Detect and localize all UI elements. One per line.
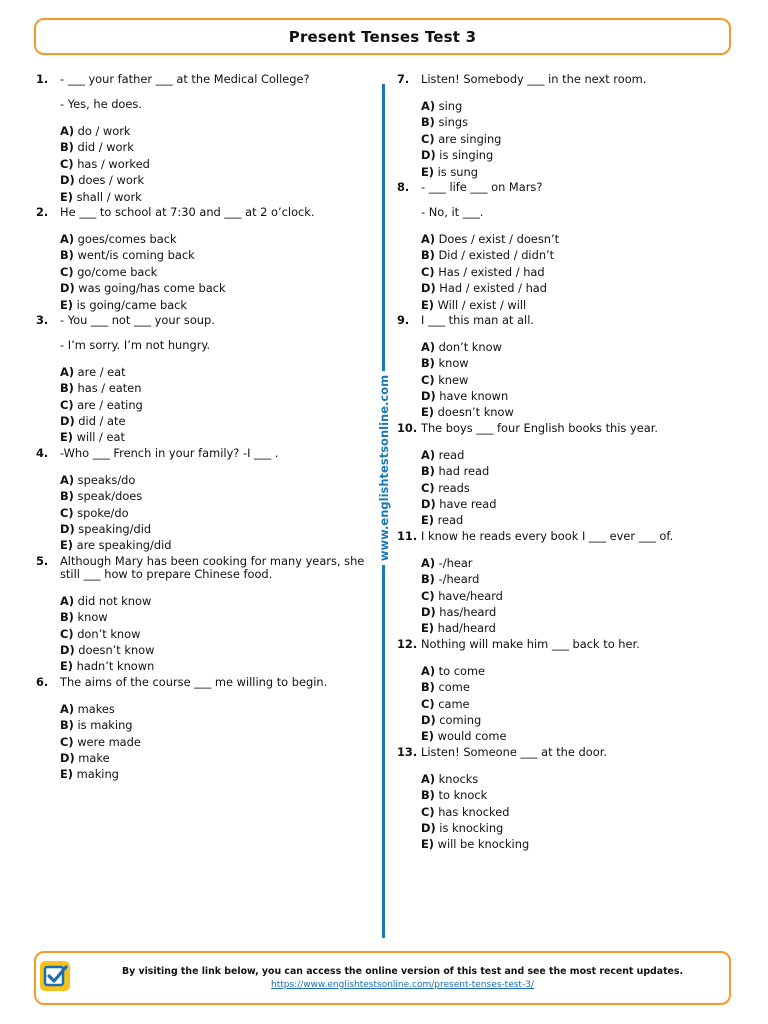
question-prompt: -Who ___ French in your family? -I ___ . <box>60 445 279 460</box>
answer-options <box>421 663 737 745</box>
answer-option <box>60 231 376 247</box>
option-letter: D) <box>60 642 75 657</box>
option-letter: B) <box>421 788 435 803</box>
option-text: -/heard <box>438 572 480 587</box>
answer-option <box>60 750 376 766</box>
option-text: is making <box>77 718 133 733</box>
website-watermark: www.englishtestsonline.com <box>377 371 391 565</box>
answer-option <box>421 771 737 787</box>
answer-option <box>421 696 737 712</box>
option-letter: E) <box>60 538 73 553</box>
option-letter: E) <box>421 513 434 528</box>
option-letter: E) <box>421 297 434 312</box>
option-text: did / ate <box>78 414 126 429</box>
answer-option <box>60 380 376 396</box>
question <box>397 314 737 421</box>
option-letter: A) <box>60 701 75 716</box>
option-letter: A) <box>60 231 75 246</box>
option-letter: B) <box>60 140 74 155</box>
option-text: speaks/do <box>77 472 136 487</box>
option-text: did / work <box>77 140 134 155</box>
option-text: know <box>438 356 469 371</box>
option-text: will be knocking <box>437 837 530 852</box>
answer-option <box>60 189 376 205</box>
answer-option <box>421 447 737 463</box>
question-prompt: Although Mary has been cooking for many years, she still ___ how to prepare Chinese food. <box>60 553 365 581</box>
answer-option <box>421 231 737 247</box>
option-letter: D) <box>421 604 436 619</box>
answer-option <box>421 712 737 728</box>
option-text: were made <box>77 734 141 749</box>
question-header <box>36 555 376 581</box>
answer-option <box>60 505 376 521</box>
answer-option <box>421 264 737 280</box>
question-number: 1. <box>36 72 49 86</box>
answer-option <box>60 488 376 504</box>
question-text <box>60 676 376 689</box>
question-header <box>397 530 737 543</box>
option-letter: C) <box>421 372 435 387</box>
question-number: 4. <box>36 445 49 460</box>
option-text: was going/has come back <box>78 281 226 296</box>
answer-options <box>421 339 737 421</box>
option-text: don’t know <box>77 626 141 641</box>
option-letter: D) <box>421 148 436 163</box>
question <box>36 314 376 446</box>
option-text: do / work <box>77 124 131 138</box>
question-text <box>60 314 376 352</box>
answer-option <box>60 364 376 380</box>
answer-option <box>60 766 376 782</box>
option-text: to knock <box>438 788 488 803</box>
option-letter: B) <box>60 248 74 263</box>
answer-option <box>421 463 737 479</box>
answer-option <box>421 372 737 388</box>
answer-option <box>60 156 376 172</box>
question <box>397 638 737 745</box>
option-letter: E) <box>421 837 434 852</box>
question-number: 5. <box>36 553 49 568</box>
option-text: had/heard <box>437 621 496 636</box>
answer-option <box>421 836 737 852</box>
option-letter: E) <box>421 621 434 636</box>
option-letter: B) <box>421 248 435 263</box>
answer-option <box>60 139 376 155</box>
option-text: -/hear <box>438 555 473 570</box>
option-letter: E) <box>421 164 434 179</box>
answer-options <box>60 472 376 554</box>
option-text: does / work <box>78 173 145 188</box>
footer-box <box>34 951 731 1005</box>
question <box>36 676 376 783</box>
option-text: know <box>77 610 108 625</box>
answer-option <box>421 247 737 263</box>
question-header <box>397 746 737 759</box>
option-text: shall / work <box>76 189 142 204</box>
answer-options <box>421 231 737 313</box>
question-number: 3. <box>36 312 49 327</box>
answer-option <box>60 701 376 717</box>
question <box>36 73 376 205</box>
answer-option <box>60 264 376 280</box>
option-text: is sung <box>437 164 478 179</box>
option-letter: E) <box>60 189 73 204</box>
option-text: has / eaten <box>77 381 142 396</box>
option-letter: C) <box>421 131 435 146</box>
question-header <box>36 676 376 689</box>
option-letter: C) <box>60 505 74 520</box>
answer-option <box>60 658 376 674</box>
answer-options <box>60 231 376 313</box>
option-text: have/heard <box>438 588 503 603</box>
answer-option <box>421 339 737 355</box>
answer-option <box>421 147 737 163</box>
option-letter: E) <box>60 767 73 782</box>
question <box>397 73 737 180</box>
question-prompt: I know he reads every book I ___ ever ___ of. <box>421 528 674 543</box>
option-text: making <box>76 767 119 782</box>
answer-option <box>421 164 737 180</box>
option-letter: D) <box>60 173 75 188</box>
question-number: 11. <box>397 528 418 543</box>
answer-option <box>421 620 737 636</box>
option-letter: D) <box>60 281 75 296</box>
question-prompt: He ___ to school at 7:30 and ___ at 2 o’clock. <box>60 204 315 219</box>
question-prompt: The aims of the course ___ me willing to begin. <box>60 674 328 689</box>
page-title: Present Tenses Test 3 <box>288 27 477 46</box>
option-text: goes/comes back <box>77 231 177 246</box>
question-prompt: Listen! Someone ___ at the door. <box>421 744 607 759</box>
option-text: Has / existed / had <box>438 264 545 279</box>
option-letter: E) <box>60 659 73 674</box>
answer-option <box>60 609 376 625</box>
question-number: 13. <box>397 744 418 759</box>
option-letter: B) <box>60 610 74 625</box>
question-header <box>36 314 376 352</box>
answer-option <box>421 512 737 528</box>
footer-link[interactable]: https://www.englishtestsonline.com/present-tenses-test-3/ <box>271 980 534 990</box>
option-letter: B) <box>60 381 74 396</box>
option-text: to come <box>438 663 486 678</box>
question-header <box>36 447 376 460</box>
answer-option <box>421 480 737 496</box>
answer-option <box>60 429 376 445</box>
answer-option <box>421 404 737 420</box>
question-prompt: I ___ this man at all. <box>421 312 535 327</box>
option-text: has/heard <box>439 604 497 619</box>
question-prompt: - You ___ not ___ your soup. <box>60 312 215 327</box>
question-response: - Yes, he does. <box>60 97 142 111</box>
answer-option <box>60 280 376 296</box>
answer-option <box>421 679 737 695</box>
answer-option <box>60 521 376 537</box>
option-letter: B) <box>60 489 74 504</box>
question-prompt: - ___ your father ___ at the Medical College? <box>60 72 310 86</box>
answer-options <box>60 123 376 205</box>
answer-options <box>421 447 737 529</box>
option-text: came <box>438 696 470 711</box>
option-letter: D) <box>421 497 436 512</box>
option-letter: A) <box>421 231 436 246</box>
option-text: is singing <box>439 148 494 163</box>
option-text: are speaking/did <box>76 538 172 553</box>
option-text: went/is coming back <box>77 248 195 263</box>
option-text: have read <box>439 497 497 512</box>
option-text: did not know <box>77 593 152 608</box>
question <box>36 555 376 675</box>
answer-options <box>421 555 737 637</box>
answer-option <box>60 413 376 429</box>
question <box>36 206 376 313</box>
option-letter: A) <box>421 555 436 570</box>
answer-option <box>60 123 376 139</box>
answer-option <box>421 588 737 604</box>
option-letter: A) <box>421 339 436 354</box>
answer-options <box>60 701 376 783</box>
answer-option <box>421 555 737 571</box>
option-text: Had / existed / had <box>439 281 548 296</box>
option-text: sings <box>438 115 468 130</box>
question-text <box>421 73 737 86</box>
option-letter: A) <box>421 447 436 462</box>
option-text: sing <box>438 99 463 113</box>
option-letter: E) <box>60 297 73 312</box>
question-response: - I’m sorry. I’m not hungry. <box>60 337 211 352</box>
option-letter: A) <box>60 472 75 487</box>
option-text: read <box>437 513 464 528</box>
option-letter: E) <box>60 430 73 445</box>
answer-options <box>421 98 737 180</box>
option-letter: C) <box>60 734 74 749</box>
option-letter: B) <box>421 356 435 371</box>
option-letter: C) <box>421 480 435 495</box>
checkmark-logo-icon <box>40 961 70 991</box>
question-header <box>397 422 737 435</box>
question <box>397 530 737 637</box>
answer-option <box>421 297 737 313</box>
question-text <box>60 206 376 219</box>
option-text: read <box>438 447 465 462</box>
answer-option <box>60 593 376 609</box>
option-letter: C) <box>60 264 74 279</box>
answer-option <box>60 172 376 188</box>
question <box>36 447 376 554</box>
option-text: doesn’t know <box>78 642 155 657</box>
answer-option <box>421 804 737 820</box>
answer-option <box>421 388 737 404</box>
answer-option <box>60 397 376 413</box>
question-prompt: The boys ___ four English books this year. <box>421 420 658 435</box>
question-text <box>421 746 737 759</box>
question <box>397 422 737 529</box>
answer-option <box>60 247 376 263</box>
option-letter: D) <box>60 750 75 765</box>
question-number: 7. <box>397 72 410 86</box>
answer-option <box>421 114 737 130</box>
question <box>397 746 737 853</box>
answer-option <box>60 626 376 642</box>
answer-option <box>421 355 737 371</box>
option-letter: B) <box>421 464 435 479</box>
question-header <box>36 206 376 219</box>
option-text: is going/came back <box>76 297 188 312</box>
answer-option <box>60 297 376 313</box>
answer-option <box>421 98 737 114</box>
answer-option <box>60 537 376 553</box>
question-number: 12. <box>397 636 418 651</box>
option-letter: B) <box>421 680 435 695</box>
option-letter: B) <box>60 718 74 733</box>
question-header <box>397 638 737 651</box>
option-text: doesn’t know <box>437 405 514 420</box>
answer-option <box>421 280 737 296</box>
answer-option <box>60 717 376 733</box>
option-text: would come <box>437 729 507 744</box>
option-letter: E) <box>421 729 434 744</box>
option-text: spoke/do <box>77 505 129 520</box>
option-letter: A) <box>60 593 75 608</box>
option-letter: B) <box>421 572 435 587</box>
option-text: has / worked <box>77 156 150 171</box>
question-text <box>421 314 737 327</box>
option-letter: D) <box>60 414 75 429</box>
answer-option <box>421 131 737 147</box>
option-letter: B) <box>421 115 435 130</box>
question-text <box>60 73 376 111</box>
option-letter: A) <box>421 663 436 678</box>
answer-option <box>421 728 737 744</box>
option-letter: A) <box>421 99 436 113</box>
question-number: 6. <box>36 674 49 689</box>
option-letter: D) <box>421 389 436 404</box>
option-letter: D) <box>421 281 436 296</box>
answer-option <box>60 642 376 658</box>
question-prompt: Listen! Somebody ___ in the next room. <box>421 72 647 86</box>
option-letter: A) <box>60 364 75 379</box>
option-text: are singing <box>438 131 502 146</box>
answer-option <box>60 734 376 750</box>
option-text: don’t know <box>438 339 502 354</box>
title-box <box>34 18 731 55</box>
option-text: are / eating <box>77 397 143 412</box>
question-text <box>60 555 376 581</box>
option-text: come <box>438 680 470 695</box>
option-text: will / eat <box>76 430 125 445</box>
option-text: Did / existed / didn’t <box>438 248 555 263</box>
option-letter: D) <box>421 712 436 727</box>
option-letter: E) <box>421 405 434 420</box>
question-header <box>397 314 737 327</box>
question-response: - No, it ___. <box>421 204 484 219</box>
option-letter: C) <box>60 397 74 412</box>
option-text: coming <box>439 712 482 727</box>
option-text: makes <box>77 701 115 716</box>
option-text: speak/does <box>77 489 143 504</box>
option-text: have known <box>439 389 509 404</box>
option-letter: D) <box>60 522 75 537</box>
question-number: 2. <box>36 204 49 219</box>
option-letter: A) <box>421 771 436 786</box>
answer-option <box>421 571 737 587</box>
footer-note: By visiting the link below, you can access the online version of this test and see the most recent updates. <box>121 966 684 977</box>
question <box>397 181 737 313</box>
question-header <box>36 73 376 111</box>
option-text: knew <box>438 372 469 387</box>
answer-option <box>421 663 737 679</box>
option-text: are / eat <box>77 364 126 379</box>
answer-option <box>421 787 737 803</box>
question-text <box>421 181 737 219</box>
option-text: had read <box>438 464 490 479</box>
option-letter: C) <box>60 626 74 641</box>
option-text: go/come back <box>77 264 158 279</box>
option-letter: A) <box>60 124 75 138</box>
question-number: 8. <box>397 179 410 194</box>
option-text: is knocking <box>439 820 504 835</box>
question-header <box>397 181 737 219</box>
option-text: has knocked <box>438 804 510 819</box>
answer-options <box>60 593 376 675</box>
question-header <box>397 73 737 86</box>
answer-option <box>60 472 376 488</box>
option-text: knocks <box>438 771 479 786</box>
option-text: speaking/did <box>78 522 152 537</box>
option-text: Will / exist / will <box>437 297 527 312</box>
option-letter: C) <box>60 156 74 171</box>
option-text: make <box>78 750 110 765</box>
question-text <box>421 422 737 435</box>
option-text: hadn’t known <box>76 659 155 674</box>
question-number: 9. <box>397 312 410 327</box>
option-letter: C) <box>421 264 435 279</box>
question-prompt: Nothing will make him ___ back to her. <box>421 636 640 651</box>
option-letter: D) <box>421 820 436 835</box>
left-column <box>36 73 376 783</box>
question-text <box>421 638 737 651</box>
answer-option <box>421 604 737 620</box>
option-text: Does / exist / doesn’t <box>438 231 560 246</box>
option-letter: C) <box>421 696 435 711</box>
answer-option <box>421 496 737 512</box>
right-column <box>397 73 737 853</box>
answer-options <box>421 771 737 853</box>
question-text <box>60 447 376 460</box>
answer-option <box>421 820 737 836</box>
answer-options <box>60 364 376 446</box>
question-prompt: - ___ life ___ on Mars? <box>421 179 543 194</box>
question-text <box>421 530 737 543</box>
question-number: 10. <box>397 420 418 435</box>
option-letter: C) <box>421 588 435 603</box>
option-letter: C) <box>421 804 435 819</box>
option-text: reads <box>438 480 470 495</box>
